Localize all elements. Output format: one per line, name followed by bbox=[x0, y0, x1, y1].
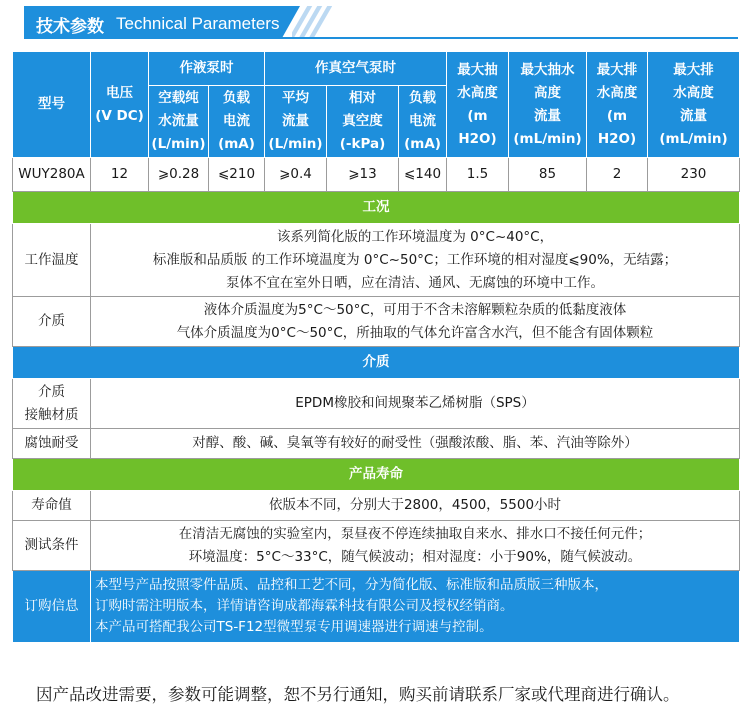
row-text-corrosion: 对醇、酸、碱、臭氧等有较好的耐受性（强酸浓酸、脂、苯、汽油等除外） bbox=[91, 429, 740, 459]
col-header-vacuum-avg-flow: 平均 流量 (L/min) bbox=[265, 86, 327, 158]
cell-max-suction-flow: 85 bbox=[509, 158, 587, 192]
table-row bbox=[13, 297, 740, 347]
table-row bbox=[13, 158, 740, 192]
row-text-contact-material: EPDM橡胶和间规聚苯乙烯树脂（SPS） bbox=[91, 379, 740, 429]
cell-model: WUY280A bbox=[13, 158, 91, 192]
row-label-contact-material: 介质 接触材质 bbox=[13, 379, 91, 429]
row-label-medium: 介质 bbox=[13, 297, 91, 347]
row-text-test-conditions: 在清洁无腐蚀的实验室内，泵昼夜不停连续抽取自来水、排水口不接任何元件； 环境温度：5°C～33°C，随气候波动；相对湿度：小于90%，随气候波动。 bbox=[91, 521, 740, 571]
cell-vacuum-avg-flow: ⩾0.4 bbox=[265, 158, 327, 192]
col-header-max-suction-flow: 最大抽水 高度 流量 (mL/min) bbox=[509, 52, 587, 158]
cell-max-suction-height: 1.5 bbox=[447, 158, 509, 192]
col-group-vacuum: 作真空气泵时 bbox=[265, 52, 447, 86]
section-banner bbox=[0, 0, 750, 44]
cell-vacuum-relative: ⩾13 bbox=[327, 158, 399, 192]
cell-liquid-load-current: ⩽210 bbox=[209, 158, 265, 192]
col-header-max-discharge-height: 最大排 水高度 (m H2O) bbox=[587, 52, 648, 158]
row-label-test-conditions: 测试条件 bbox=[13, 521, 91, 571]
banner-stripes-decoration bbox=[292, 6, 332, 38]
row-text-lifetime: 依版本不同，分别大于2800，4500，5500小时 bbox=[91, 491, 740, 521]
col-header-vacuum-load-current: 负载 电流 (mA) bbox=[399, 86, 447, 158]
banner-title-cn: 技术参数 bbox=[36, 17, 104, 37]
table-row bbox=[13, 521, 740, 571]
col-header-vacuum-relative: 相对 真空度 (-kPa) bbox=[327, 86, 399, 158]
row-label-ordering: 订购信息 bbox=[13, 571, 91, 643]
section-title-conditions: 工况 bbox=[13, 192, 740, 224]
table-row bbox=[13, 224, 740, 297]
row-text-medium: 液体介质温度为5°C～50°C，可用于不含未溶解颗粒杂质的低黏度液体 气体介质温度为0°C～50°C，所抽取的气体允许富含水汽，但不能含有固体颗粒 bbox=[91, 297, 740, 347]
col-header-voltage: 电压 (V DC) bbox=[91, 52, 149, 158]
cell-max-discharge-height: 2 bbox=[587, 158, 648, 192]
col-header-max-discharge-flow: 最大排 水高度 流量 (mL/min) bbox=[648, 52, 740, 158]
banner-title-en: Technical Parameters bbox=[116, 14, 280, 33]
table-row bbox=[13, 571, 740, 643]
col-group-liquid: 作液泵时 bbox=[149, 52, 265, 86]
col-header-liquid-free-flow: 空载纯 水流量 (L/min) bbox=[149, 86, 209, 158]
row-text-ordering: 本型号产品按照零件品质、品控和工艺不同，分为简化版、标准版和品质版三种版本， 订购时需注明版本，详情请咨询成都海霖科技有限公司及授权经销商。 本产品可搭配我公司TS-F12型微型泵专用调速器进行调速与控制。 bbox=[91, 571, 740, 643]
col-header-max-suction-height: 最大抽 水高度 (m H2O) bbox=[447, 52, 509, 158]
cell-liquid-free-flow: ⩾0.28 bbox=[149, 158, 209, 192]
cell-vacuum-load-current: ⩽140 bbox=[399, 158, 447, 192]
table-row bbox=[13, 491, 740, 521]
col-header-liquid-load-current: 负载 电流 (mA) bbox=[209, 86, 265, 158]
table-row bbox=[13, 379, 740, 429]
row-label-corrosion: 腐蚀耐受 bbox=[13, 429, 91, 459]
table-row bbox=[13, 429, 740, 459]
spec-table bbox=[12, 51, 740, 643]
row-label-lifetime: 寿命值 bbox=[13, 491, 91, 521]
banner-title-tab bbox=[24, 6, 282, 38]
row-label-work-temp: 工作温度 bbox=[13, 224, 91, 297]
row-text-work-temp: 该系列简化版的工作环境温度为 0°C~40°C， 标准版和品质版 的工作环境温度为 0°C~50°C；工作环境的相对湿度⩽90%，无结露； 泵体不宜在室外日晒，应在清洁、通风、无腐蚀的环境中工作。 bbox=[91, 224, 740, 297]
cell-voltage: 12 bbox=[91, 158, 149, 192]
footnote-disclaimer: 因产品改进需要，参数可能调整，恕不另行通知，购买前请联系厂家或代理商进行确认。 bbox=[36, 685, 680, 704]
col-header-model: 型号 bbox=[13, 52, 91, 158]
section-title-medium: 介质 bbox=[13, 347, 740, 379]
section-title-lifetime: 产品寿命 bbox=[13, 459, 740, 491]
cell-max-discharge-flow: 230 bbox=[648, 158, 740, 192]
banner-underline bbox=[24, 37, 738, 39]
